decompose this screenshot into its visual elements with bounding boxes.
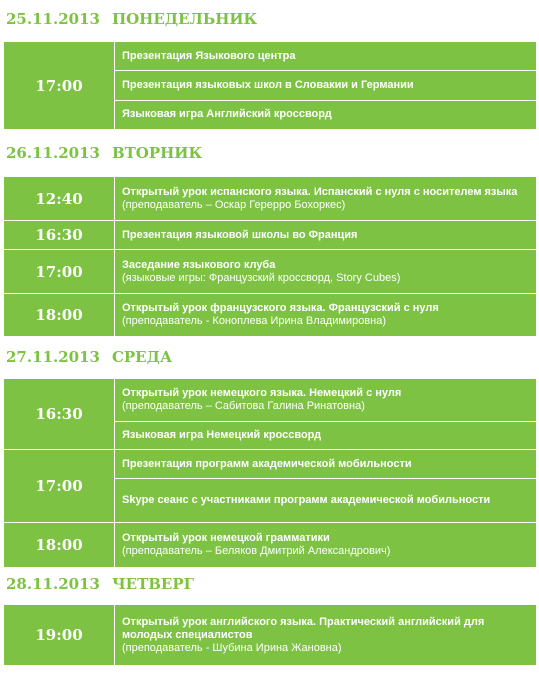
event-title: Skype сеанс с участниками программ академической мобильности bbox=[122, 494, 491, 506]
event-cell bbox=[115, 479, 537, 523]
event-title: Заседание языкового клуба bbox=[122, 258, 276, 271]
day-weekday: СРЕДА bbox=[111, 348, 173, 366]
table-row bbox=[4, 605, 537, 666]
event-title: Презентация программ академической мобильности bbox=[122, 457, 412, 470]
event-title: Языковая игра Английский кроссворд bbox=[122, 108, 332, 121]
event-note: (языковые игры: Французский кроссворд, Story Cubes) bbox=[122, 271, 401, 284]
event-cell bbox=[115, 379, 537, 422]
event-cell bbox=[115, 294, 537, 337]
event-cell bbox=[115, 523, 537, 568]
event-title: Открытый урок французского языка. Французский с нуля bbox=[122, 302, 439, 314]
event-cell bbox=[115, 422, 537, 450]
day-weekday: ЧЕТВЕРГ bbox=[111, 575, 194, 593]
event-cell bbox=[115, 221, 537, 250]
day-header bbox=[6, 571, 194, 597]
event-title: Открытый урок испанского языка. Испанский с нуля с носителем языка bbox=[122, 185, 518, 198]
slot-time: 12:40 bbox=[4, 177, 115, 221]
event-note: (преподаватель – Беляков Дмитрий Александрович) bbox=[122, 545, 391, 557]
table-row bbox=[4, 379, 537, 422]
event-note: (преподаватель – Оскар Герерро Бохоркес) bbox=[122, 198, 346, 211]
day-table bbox=[3, 378, 537, 568]
day-date: 28.11.2013 bbox=[6, 575, 100, 593]
event-cell bbox=[115, 450, 537, 479]
event-note: (преподаватель - Коноплева Ирина Владимировна) bbox=[122, 315, 387, 327]
day-header bbox=[6, 140, 202, 166]
table-row bbox=[4, 177, 537, 221]
day-weekday: ПОНЕДЕЛЬНИК bbox=[111, 10, 258, 28]
event-title: Презентация языковой школы во Франция bbox=[122, 228, 358, 241]
table-row bbox=[4, 250, 537, 294]
table-row bbox=[4, 523, 537, 568]
slot-time: 17:00 bbox=[4, 42, 115, 130]
slot-time: 18:00 bbox=[4, 294, 115, 337]
event-title: Открытый урок немецкого языка. Немецкий с нуля bbox=[122, 387, 402, 399]
day-table bbox=[3, 41, 537, 130]
day-header bbox=[6, 344, 172, 370]
slot-time: 18:00 bbox=[4, 523, 115, 568]
slot-time: 16:30 bbox=[4, 221, 115, 250]
day-table bbox=[3, 604, 537, 666]
day-date: 27.11.2013 bbox=[6, 348, 100, 366]
event-cell bbox=[115, 250, 537, 294]
slot-time: 17:00 bbox=[4, 450, 115, 523]
event-cell bbox=[115, 177, 537, 221]
day-date: 26.11.2013 bbox=[6, 144, 100, 162]
table-row bbox=[4, 221, 537, 250]
event-title: Открытый урок немецкой грамматики bbox=[122, 532, 330, 544]
event-cell bbox=[115, 605, 537, 666]
table-row bbox=[4, 294, 537, 337]
event-cell bbox=[115, 71, 537, 100]
table-row bbox=[4, 42, 537, 71]
slot-time: 16:30 bbox=[4, 379, 115, 450]
event-note: (преподаватель - Шубина Ирина Жановна) bbox=[122, 641, 342, 654]
day-weekday: ВТОРНИК bbox=[111, 144, 203, 162]
day-date: 25.11.2013 bbox=[6, 10, 100, 28]
event-title: Открытый урок английского языка. Практический английский для молодых специалистов bbox=[122, 615, 485, 641]
table-row bbox=[4, 450, 537, 479]
event-note: (преподаватель – Сабитова Галина Ринатовна) bbox=[122, 400, 365, 412]
slot-time: 19:00 bbox=[4, 605, 115, 666]
event-title: Презентация Языкового центра bbox=[122, 49, 296, 62]
day-table bbox=[3, 176, 537, 337]
day-header bbox=[6, 6, 257, 32]
event-cell bbox=[115, 100, 537, 129]
event-title: Языковая игра Немецкий кроссворд bbox=[122, 429, 322, 441]
event-cell bbox=[115, 42, 537, 71]
slot-time: 17:00 bbox=[4, 250, 115, 294]
event-title: Презентация языковых школ в Словакии и Германии bbox=[122, 78, 414, 91]
